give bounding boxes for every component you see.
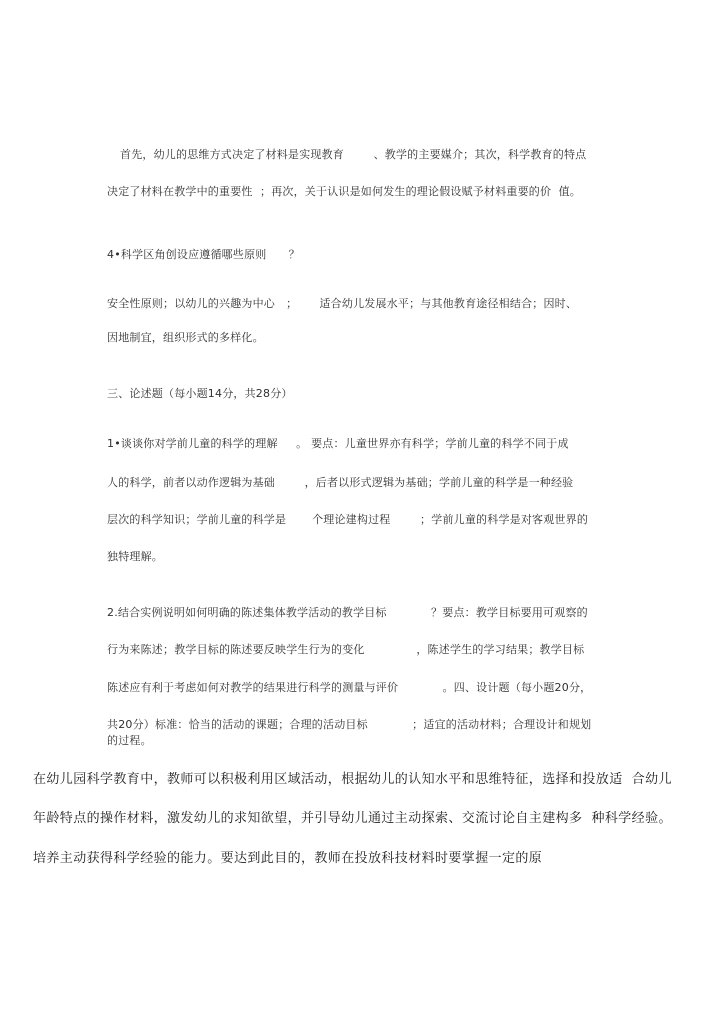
essay2-line-1: 2.结合实例说明如何明确的陈述集体教学活动的教学目标 ？要点：教学目标要用可观察的	[107, 606, 588, 619]
bottom-line-1: 在幼儿园科学教育中，教师可以积极利用区域活动，根据幼儿的认知水平和思维特征，选择和投放适 合幼儿	[33, 772, 672, 787]
essay2-line-4: 共20分）标准：恰当的活动的课题；合理的活动目标 ；适宜的活动材料；合理设计和规划	[107, 718, 592, 731]
q4-title: 4•科学区角创设应遵循哪些原则 ？	[107, 248, 300, 261]
bottom-line-3: 培养主动获得科学经验的能力。要达到此目的，教师在投放科技材料时要掌握一定的原	[33, 851, 543, 866]
essay1-line-1: 1•谈谈你对学前儿童的科学的理解 。 要点：儿童世界亦有科学；学前儿童的科学不同于成	[107, 437, 569, 450]
p1-line-2: 决定了材料在教学中的重要性 ；再次，关于认识是如何发生的理论假设赋予材料重要的价 值。	[107, 185, 581, 198]
essay2-line-5: 的过程。	[107, 734, 152, 747]
bottom-line-2: 年龄特点的操作材料，激发幼儿的求知欲望，并引导幼儿通过主动探索、交流讨论自主建构多 种科学经验。	[33, 811, 672, 826]
essay1-line-4: 独特理解。	[107, 550, 163, 563]
essay1-line-3: 层次的科学知识；学前儿童的科学是 个理论建构过程 ；学前儿童的科学是对客观世界的	[107, 513, 589, 526]
q4-answer-line-1: 安全性原则；以幼儿的兴趣为中心 ； 适合幼儿发展水平；与其他教育途径相结合；因时、	[107, 297, 578, 310]
essay1-line-2: 人的科学，前者以动作逻辑为基础 ，后者以形式逻辑为基础；学前儿童的科学是一种经验	[107, 476, 574, 489]
essay2-line-3: 陈述应有利于考虑如何对教学的结果进行科学的测量与评价 。四、设计题（每小题20分，	[107, 681, 592, 694]
q4-answer-line-2: 因地制宜，组织形式的多样化。	[107, 331, 264, 344]
p1-line-1: 首先，幼儿的思维方式决定了材料是实现教育 、教学的主要媒介；其次，科学教育的特点	[120, 148, 587, 161]
section-3-heading: 三、论述题（每小题14分，共28分）	[107, 387, 293, 400]
essay2-line-2: 行为来陈述；教学目标的陈述要反映学生行为的变化 ，陈述学生的学习结果；教学目标	[107, 643, 585, 656]
